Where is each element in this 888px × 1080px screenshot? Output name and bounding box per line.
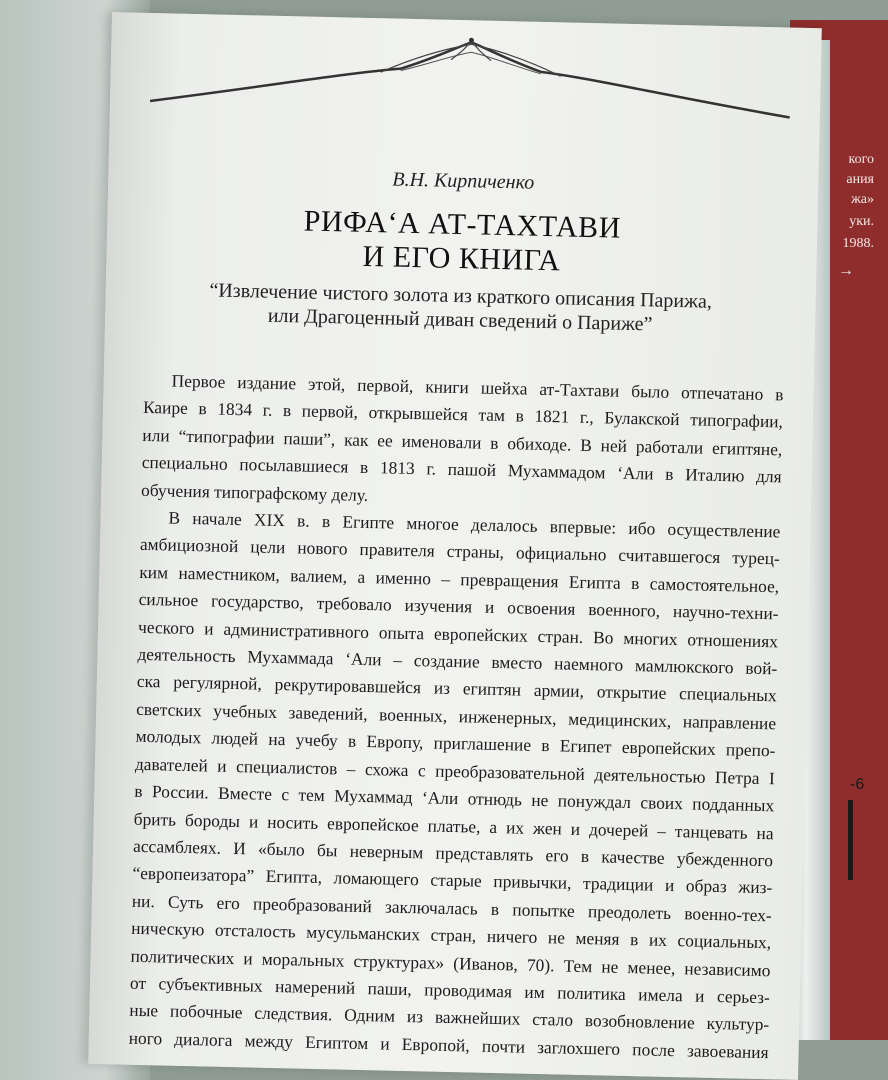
text-line: брить бороды и носить европейское платье, а их жен и дочерей – танцевать на xyxy=(133,808,774,843)
text-line: ного диалога между Египтом и Европой, почти заглохшего после завоевания xyxy=(128,1027,769,1062)
text-line: В начале XIX в. в Египте многое делалось впервые: ибо осуществление xyxy=(168,507,781,542)
text-line: ассамблеях. И «было бы неверным представлять его в качестве убежденного xyxy=(132,835,774,871)
text-line: сильное государство, требовало изучения и освоения военного, научно-техни- xyxy=(138,589,779,624)
text-line: Первое издание этой, первой, книги шейха ат-Тахтави было отпечатано в xyxy=(171,370,784,405)
text-line: амбициозной цели нового правителя страны, официально считавшегося турец- xyxy=(139,534,781,569)
text-line: “европеизатора” Египта, ломающего старые привычки, традиции и образ жиз- xyxy=(132,863,773,898)
article-title xyxy=(106,200,817,284)
text-line: или “типографии паши”, как ее именовали в обиходе. В ней работали египтяне, xyxy=(142,424,783,460)
subtitle-line: “Извлечение чистого золота из краткого описания Парижа, xyxy=(209,279,713,313)
title-line: РИФА‘А АТ-ТАХТАВИ xyxy=(303,204,622,245)
author-name: В.Н. Кирпиченко xyxy=(392,168,535,194)
edge-text-line: жа» xyxy=(851,192,874,207)
text-line: обучения типографскому делу. xyxy=(140,479,369,505)
text-line: специально посылавшиеся в 1813 г. пашой Мухаммадом ‘Али в Италию для xyxy=(141,452,782,487)
text-line: ническую отсталость мусульманских стран, ничего не меняя в их социальных, xyxy=(131,917,772,953)
text-line: молодых людей на учебу в Европу, приглашение в Египет европейских препо- xyxy=(135,726,776,761)
subtitle-line: или Драгоценный диван сведений о Париже” xyxy=(267,304,653,336)
page-marker-bar xyxy=(848,800,853,880)
page-marker: -6 xyxy=(850,776,865,793)
text-line: ческого и административного опыта европейских стран. Во многих отношениях xyxy=(137,616,779,652)
edge-text-line: кого xyxy=(848,152,874,167)
edge-text-line: уки. xyxy=(849,214,874,229)
article-body xyxy=(128,367,783,1066)
text-line: политических и моральных структурах» (Иванов, 70). Тем не менее, независимо xyxy=(130,945,771,980)
book-page xyxy=(88,12,822,1080)
text-line: давателей и специалистов – схожа с преобразовательной деятельностью Петра I xyxy=(134,753,776,789)
text-line: ким наместником, валием, а именно – превращения Египта в самостоятельное, xyxy=(139,561,780,597)
ornament-icon xyxy=(149,23,791,147)
edge-text-line: ания xyxy=(846,172,874,187)
article-subtitle xyxy=(145,277,776,339)
text-line: ные побочные следствия. Одним из важнейших стало возобновление культур- xyxy=(129,1000,770,1035)
text-line: от субъективных намерений паши, проводимая им политика имела и серьез- xyxy=(129,972,771,1008)
text-line: в России. Вместе с тем Мухаммад ‘Али отнюдь не понуждал своих подданных xyxy=(134,780,775,816)
text-line: Каире в 1834 г. в первой, открывшейся там в 1821 г., Булакской типографии, xyxy=(142,397,784,432)
arrow-icon: → xyxy=(838,262,854,279)
text-line: ни. Суть его преобразований заключалась в попытке преодолеть военно-тех- xyxy=(131,890,772,925)
text-line: ска регулярной, рекрутировавшейся из египтян армии, открытие специальных xyxy=(136,671,777,706)
text-line: деятельность Мухаммада ‘Али – создание вместо наемного мамлюкского вой- xyxy=(137,643,778,679)
edge-text-line: 1988. xyxy=(842,236,874,251)
text-line: светских учебных заведений, военных, инженерных, медицинских, направление xyxy=(136,698,777,734)
title-line: И ЕГО КНИГА xyxy=(362,239,561,278)
